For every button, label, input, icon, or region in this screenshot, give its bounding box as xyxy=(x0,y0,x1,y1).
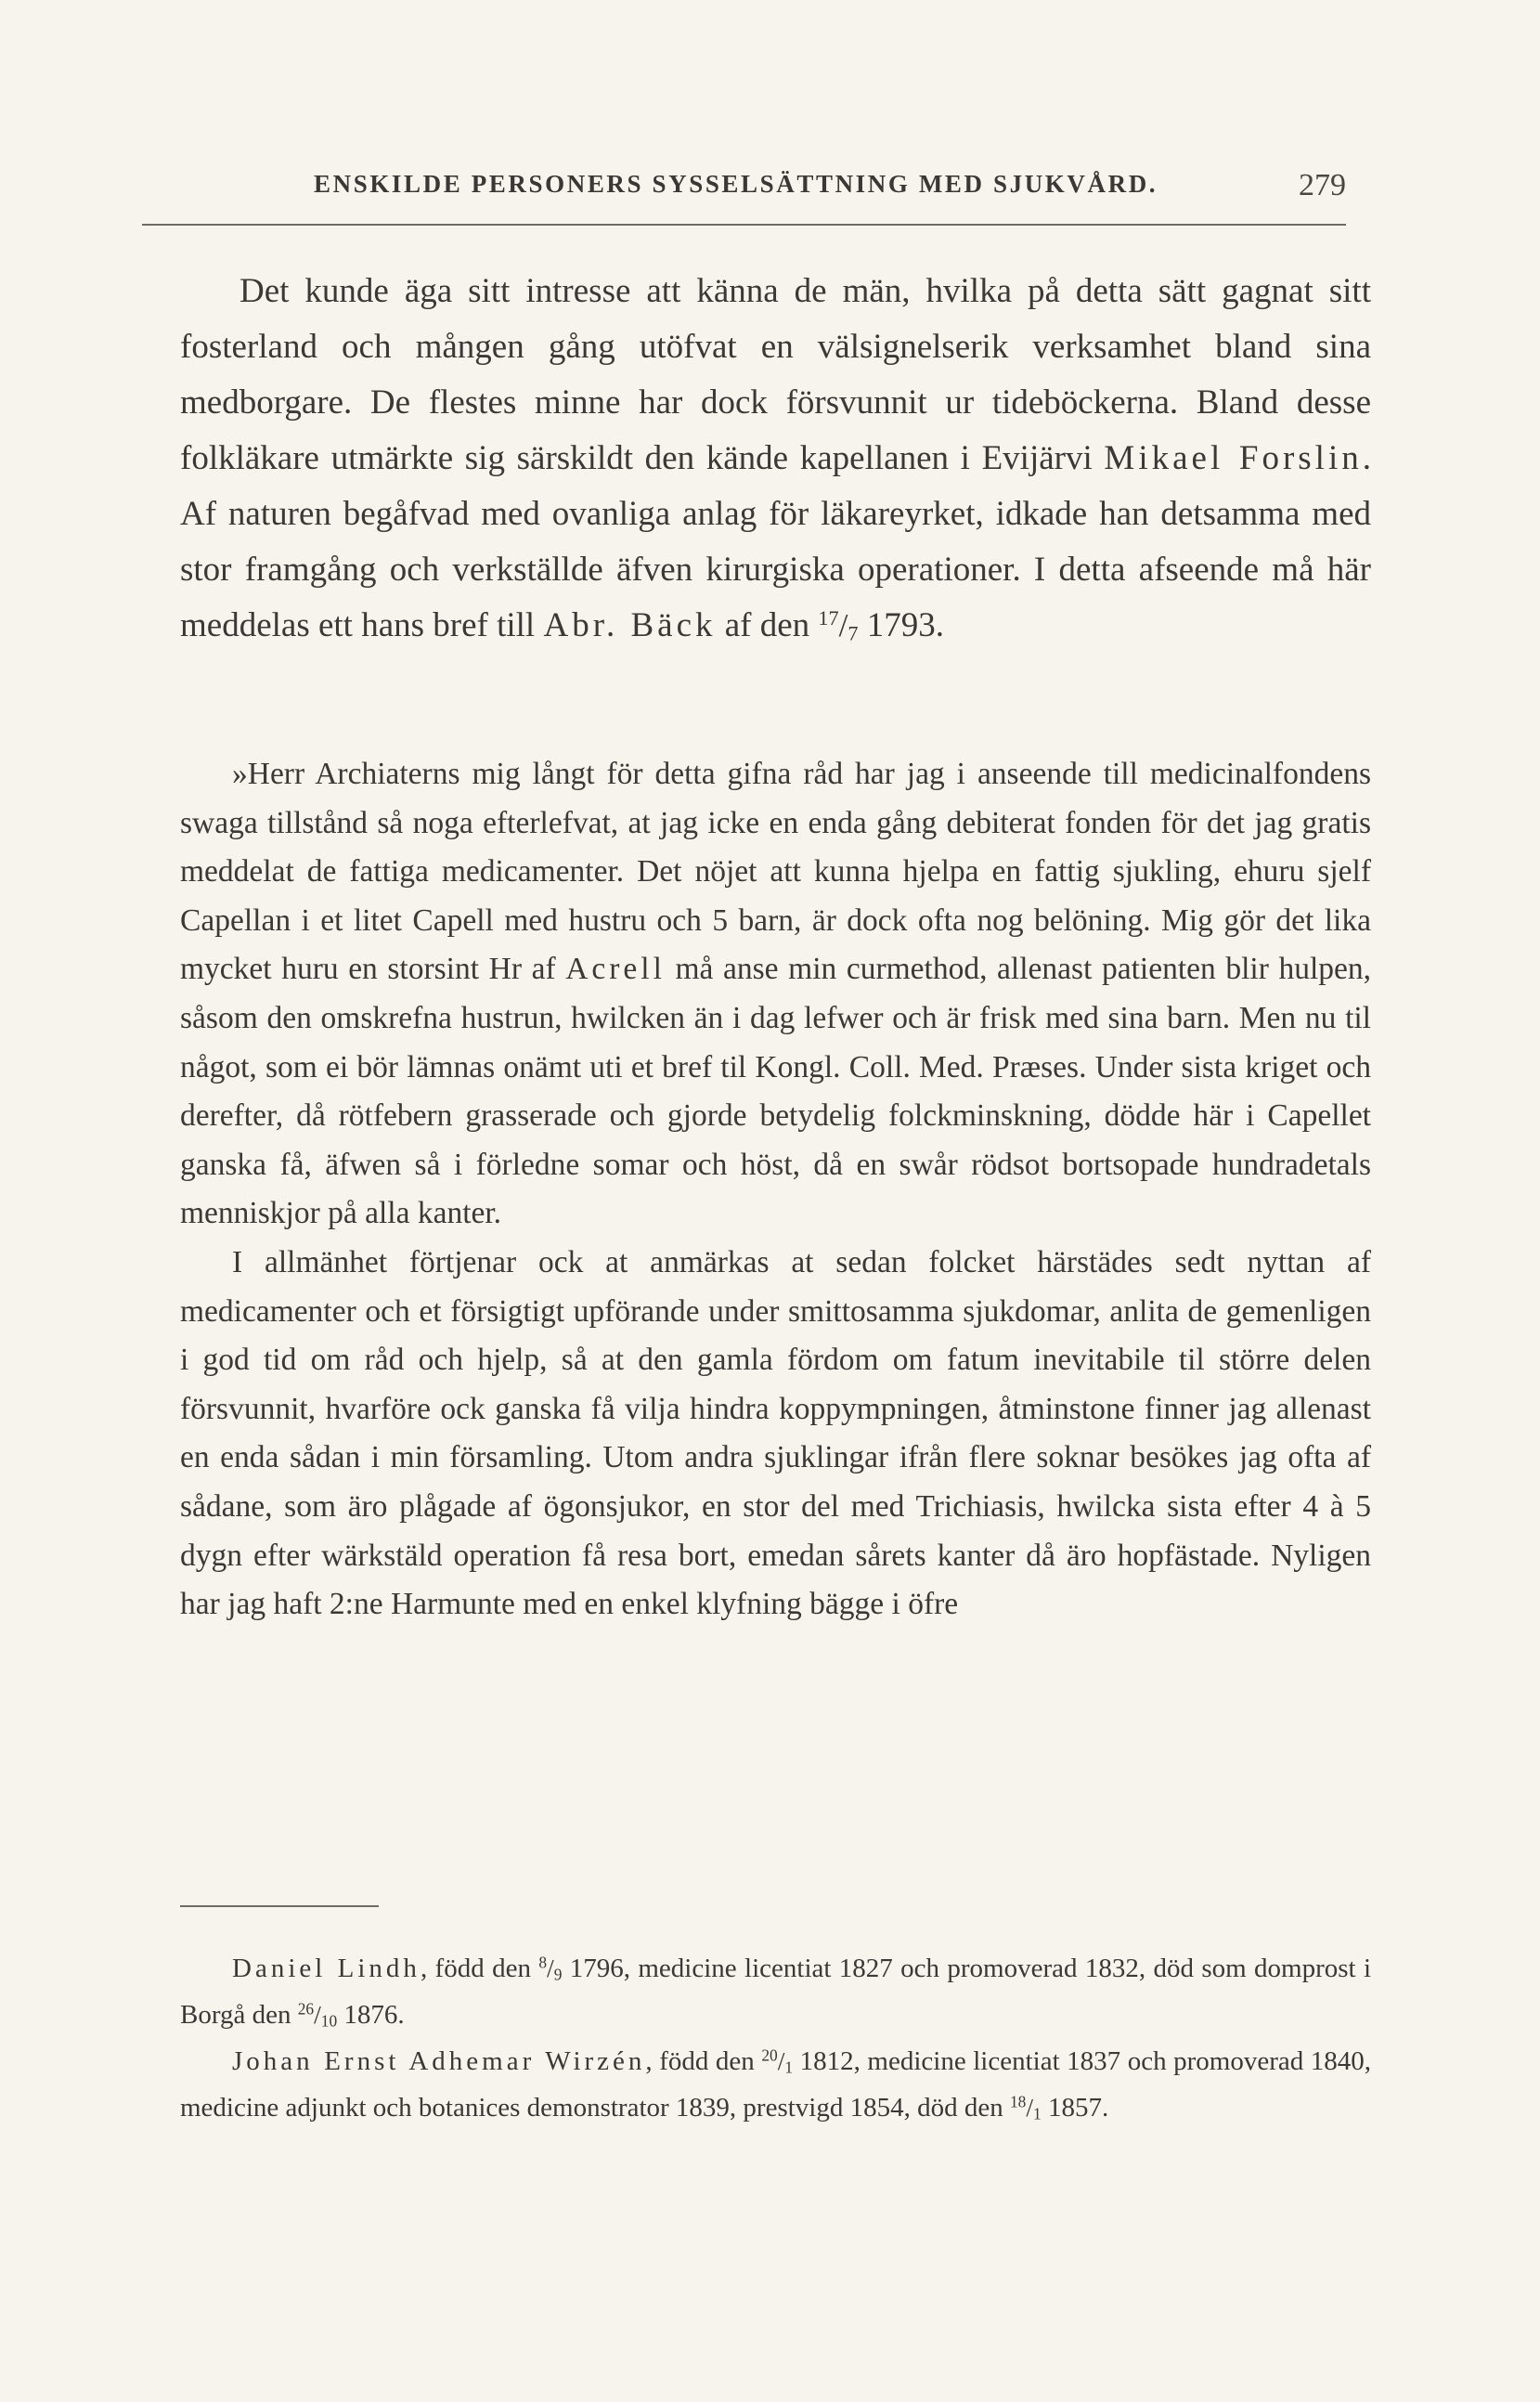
fraction-slash: / xyxy=(314,2000,321,2029)
running-head xyxy=(142,170,1346,207)
fraction-denominator: 10 xyxy=(320,2011,338,2031)
text-run: , född den xyxy=(420,1954,531,1983)
footnote xyxy=(180,2038,1371,2131)
person-name: Abr. Bäck xyxy=(543,606,717,644)
text-run: 1796, medicine licentiat 1827 och promoverad 1832, död som domprost i Borgå den xyxy=(180,1954,1372,2030)
person-name: Daniel Lindh xyxy=(232,1954,421,1983)
text-run: 1857. xyxy=(1047,2093,1109,2123)
fraction-denominator: 1 xyxy=(784,2058,794,2077)
fraction-numerator: 8 xyxy=(538,1953,548,1972)
fraction-slash: / xyxy=(1026,2093,1034,2122)
text-run: 1812, medicine licentiat 1837 och promoverad 1840, medicine adjunkt och botanices demonstrator 1839, prestvigd 1854, död den xyxy=(180,2046,1372,2123)
running-title: ENSKILDE PERSONERS SYSSELSÄTTNING MED SJUKVÅRD. xyxy=(314,170,1158,198)
letter-paragraph xyxy=(180,750,1371,1239)
fraction-slash: / xyxy=(777,2046,785,2075)
person-name: Mikael Forslin xyxy=(1104,439,1363,477)
text-run: af den xyxy=(724,606,810,644)
letter-paragraph: I allmänhet förtjenar ock at anmärkas at sedan folcket härstädes sedt nyttan af medicamenter och et försigtigt upförande under smittosamma sjukdomar, anlita de gemenligen i god tid om råd och hjelp, så at den gamla fördom om fatum inevitabile til större delen försvunnit, hvarföre ock ganska få vilja hindra koppympningen, åtminstone finner jag allenast en enda sådan i min församling. Utom andra sjuklingar ifrån flere soknar besökes jag ofta af sådane, som äro plågade af ögonsjukor, en stor del med Trichiasis, hwilcka sista efter 4 à 5 dygn efter wärkstäld operation få resa bort, emedan sårets kanter då äro hopfästade. Nyligen har jag haft 2:ne Harmunte med en enkel klyfning bägge i öfre xyxy=(180,1244,1371,1622)
date-fraction xyxy=(818,606,858,644)
date-fraction xyxy=(1010,2093,1042,2123)
text-run: . Af naturen begåfvad med ovanliga anlag för läkareyrket, idkade han detsamma med stor framgång och verkställde äfven kirurgiska operationer. I detta afseende må här meddelas ett hans bref till xyxy=(180,439,1371,644)
main-text xyxy=(180,264,1371,654)
fraction-numerator: 26 xyxy=(297,1999,315,2019)
fraction-slash: / xyxy=(838,607,848,643)
footnote xyxy=(180,1945,1371,2038)
text-run: 1876. xyxy=(343,2000,405,2030)
page-number: 279 xyxy=(1299,168,1346,202)
text-run: , född den xyxy=(645,2046,755,2076)
text-run: Det kunde äga sitt intresse att känna de män, hvilka på detta sätt gagnat sitt fosterland och mången gång utöfvat en välsignelserik verksamhet bland sina medborgare. De flestes minne har dock försvunnit ur tideböckerna. Bland desse folkläkare utmärkte sig särskildt den kände kapellanen i Evijärvi xyxy=(180,272,1371,477)
fraction-numerator: 17 xyxy=(818,605,839,630)
fraction-slash: / xyxy=(547,1954,554,1982)
fraction-numerator: 18 xyxy=(1009,2092,1027,2111)
date-fraction xyxy=(298,2000,337,2030)
text-run: 1793. xyxy=(866,606,944,644)
paragraph-intro xyxy=(180,264,1371,654)
text-run: »Herr Archiaterns mig långt för detta gifna råd har jag i anseende till medicinalfondens swaga tillstånd så noga efterlefvat, at jag icke en enda gång debiterat fonden för det jag gratis meddelat de fattiga medicamenter. Det nöjet att kunna hjelpa en fattig sjukling, ehuru sjelf Capellan i et litet Capell med hustru och 5 barn, är dock ofta nog belöning. Mig gör det lika mycket huru en storsint Hr af xyxy=(180,757,1371,987)
fraction-numerator: 20 xyxy=(761,2045,778,2065)
person-name: Johan Ernst Adhemar Wirzén xyxy=(232,2046,646,2076)
date-fraction xyxy=(538,1954,562,1983)
footnote-rule xyxy=(180,1905,379,1907)
date-fraction xyxy=(761,2046,793,2076)
text-run: må anse min curmethod, allenast patienten blir hulpen, såsom den omskrefna hustrun, hwilcken än i dag lefwer och är frisk med sina barn. Men nu til något, som ei bör lämnas onämt uti et bref til Kongl. Coll. Med. Præses. Under sista kriget och derefter, då rötfebern grasserade och gjorde betydelig folckminskning, dödde här i Capellet ganska få, äfwen så i förledne somar och höst, då en swår rödsot bortsopade hundradetals menniskjor på alla kanter. xyxy=(180,952,1371,1231)
footnotes xyxy=(180,1945,1371,2131)
header-rule xyxy=(142,224,1346,226)
fraction-denominator: 1 xyxy=(1033,2104,1042,2123)
fraction-denominator: 7 xyxy=(848,621,859,645)
person-name: Acrell xyxy=(565,952,666,987)
fraction-denominator: 9 xyxy=(553,1965,563,1984)
quoted-letter xyxy=(180,750,1371,1629)
